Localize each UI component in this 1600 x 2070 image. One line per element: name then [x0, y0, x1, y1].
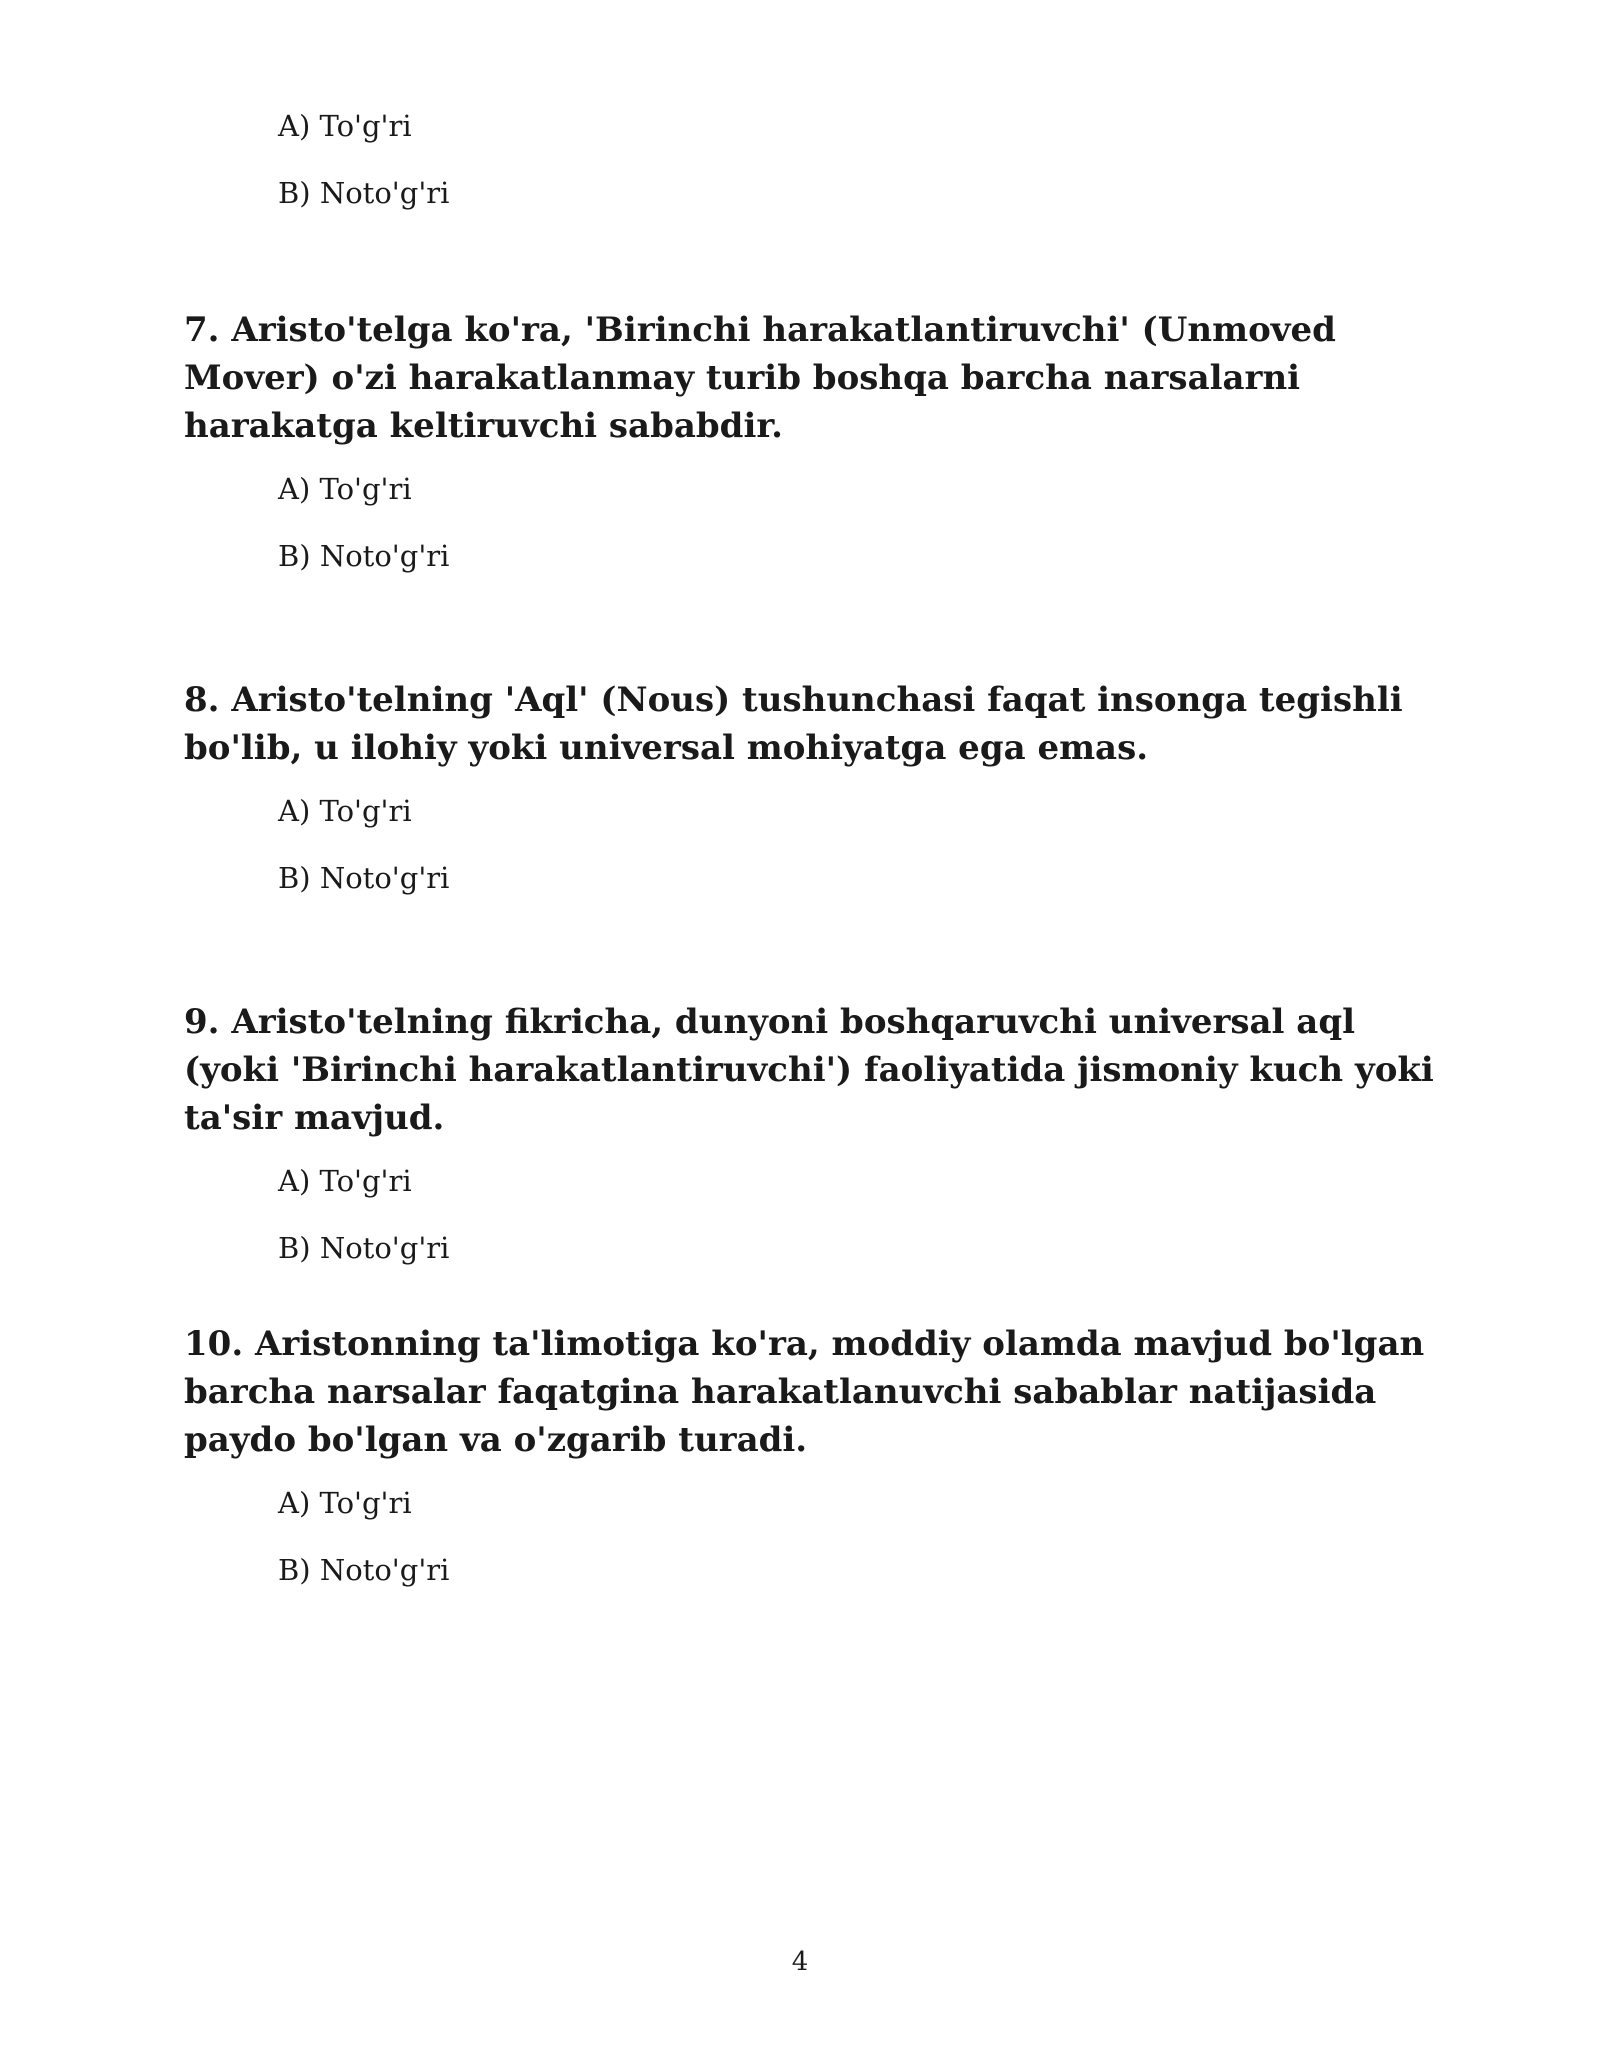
- question-10: [184, 1320, 1454, 1617]
- option-b: B) Noto'g'ri: [278, 861, 450, 895]
- option-b: B) Noto'g'ri: [278, 1231, 450, 1265]
- option-b: B) Noto'g'ri: [278, 1553, 450, 1587]
- question-text: 8. Aristo'telning 'Aql' (Nous) tushunchasi faqat insonga tegishli bo'lib, u ilohiy yoki universal mohiyatga ega emas.: [184, 680, 1403, 768]
- option-a: A) To'g'ri: [278, 472, 412, 506]
- question-9: [184, 998, 1454, 1295]
- option-a: A) To'g'ri: [278, 1486, 412, 1520]
- answer-options: [278, 791, 1454, 898]
- question-8: [184, 676, 1454, 925]
- question-7: [184, 306, 1454, 603]
- answer-options: [278, 1161, 1454, 1268]
- option-b: B) Noto'g'ri: [278, 176, 450, 210]
- page-number: 4: [791, 1947, 809, 1977]
- answer-options: [278, 469, 1454, 576]
- option-a: A) To'g'ri: [278, 1164, 412, 1198]
- answer-options: [278, 1483, 1454, 1590]
- continued-options: [278, 106, 449, 240]
- question-text: 7. Aristo'telga ko'ra, 'Birinchi harakatlantiruvchi' (Unmoved Mover) o'zi harakatlanmay turib boshqa barcha narsalarni harakatga keltiruvchi sababdir.: [184, 310, 1336, 446]
- question-text: 10. Aristonning ta'limotiga ko'ra, moddiy olamda mavjud bo'lgan barcha narsalar faqatgina harakatlanuvchi sabablar natijasida paydo bo'lgan va o'zgarib turadi.: [184, 1324, 1425, 1460]
- option-a: A) To'g'ri: [278, 109, 412, 143]
- option-a: A) To'g'ri: [278, 794, 412, 828]
- option-b: B) Noto'g'ri: [278, 539, 450, 573]
- question-text: 9. Aristo'telning fikricha, dunyoni boshqaruvchi universal aql (yoki 'Birinchi harakatlantiruvchi') faoliyatida jismoniy kuch yoki ta'sir mavjud.: [184, 1002, 1434, 1138]
